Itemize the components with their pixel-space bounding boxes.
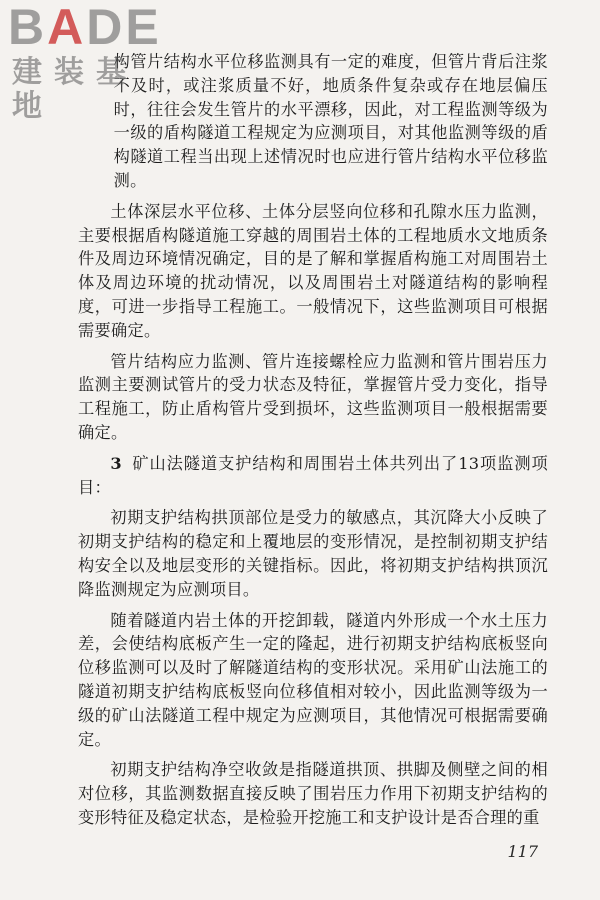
item-number: 3: [110, 453, 122, 473]
paragraph: 随着隧道内岩土体的开挖卸载，隧道内外形成一个水土压力差，会使结构底板产生一定的隆起，进行初期支护结构底板竖向位移监测可以及时了解隧道结构的变形状况。采用矿山法施工的隧道初期支护结构底板竖向位移值相对较小，因此监测等级为一级的矿山法隧道工程中规定为应测项目，其他情况可根据需要确定。: [78, 610, 548, 749]
paragraph: 构管片结构水平位移监测具有一定的难度，但管片背后注浆不及时，或注浆质量不好，地质条件复杂或存在地层偏压时，往往会发生管片的水平漂移，因此，对工程监测等级为一级的盾构隧道工程规定为应测项目，对其他监测等级的盾构隧道工程当出现上述情况时也应进行管片结构水平位移监测。: [113, 52, 548, 190]
item-text: 矿山法隧道支护结构和周围岩土体共列出了13项监测项目：: [78, 453, 548, 497]
body-text: [78, 50, 548, 837]
paragraph: 初期支护结构拱顶部位是受力的敏感点，其沉降大小反映了初期支护结构的稳定和上覆地层的变形情况，是控制初期支护结构安全以及地层变形的关键指标。因此，将初期支护结构拱顶沉降监测规定为应测项目。: [78, 508, 548, 599]
paragraph: 管片结构应力监测、管片连接螺栓应力监测和管片围岩压力监测主要测试管片的受力状态及特征，掌握管片受力变化，指导工程施工，防止盾构管片受到损坏，这些监测项目一般根据需要确定。: [78, 351, 548, 442]
paragraph: 初期支护结构净空收敛是指隧道拱顶、拱脚及侧壁之间的相对位移，其监测数据直接反映了围岩压力作用下初期支护结构的变形特征及稳定状态，是检验开挖施工和支护设计是否合理的重: [78, 760, 548, 827]
watermark-subtitle: 建装基地: [12, 55, 138, 124]
page-number: 117: [507, 842, 538, 861]
numbered-paragraph: [78, 452, 548, 500]
watermark-brand: BADE: [8, 0, 162, 55]
paragraph: 土体深层水平位移、土体分层竖向位移和孔隙水压力监测，主要根据盾构隧道施工穿越的周围岩土体的工程地质水文地质条件及周边环境情况确定，目的是了解和掌握盾构施工对周围岩土体及周边环境的扰动情况，以及周围岩土对隧道结构的影响程度，可进一步指导工程施工。一般情况下，这些监测项目可根据需要确定。: [78, 201, 548, 340]
watermark-logo: [8, 0, 178, 124]
